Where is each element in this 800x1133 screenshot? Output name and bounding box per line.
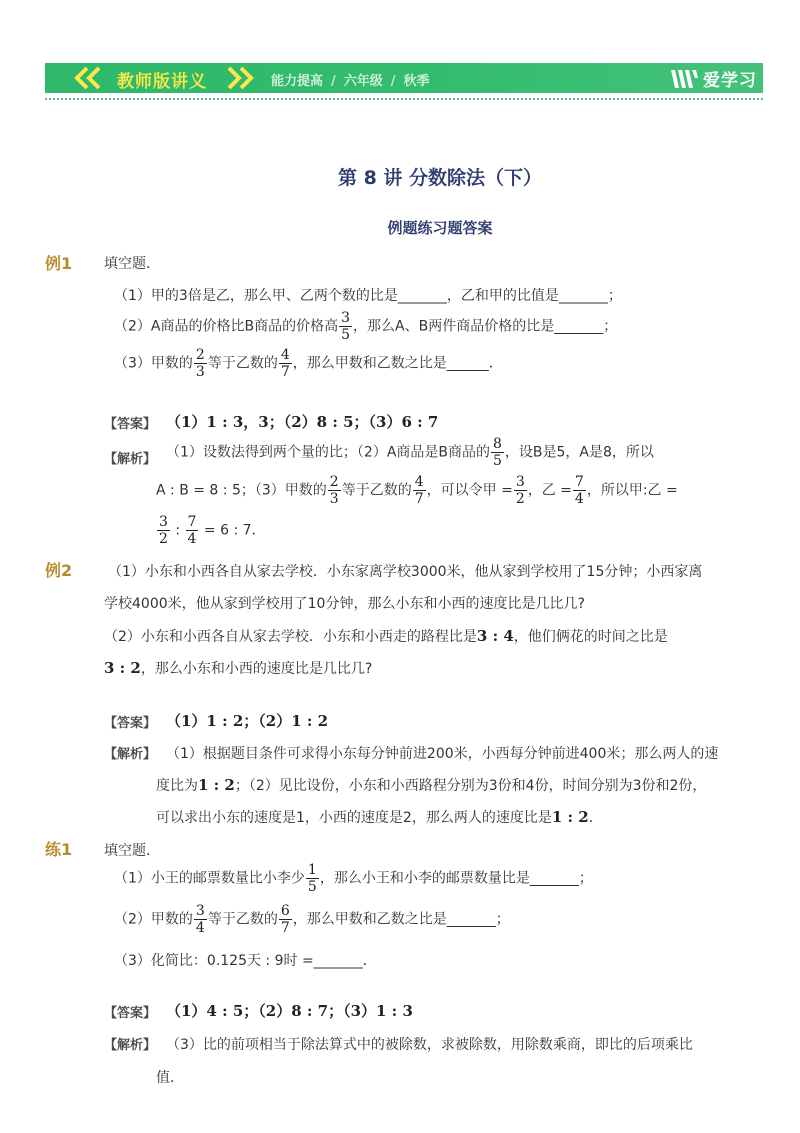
example-1-analysis-line-2 [156, 474, 678, 507]
example-1-analysis-line-3: $\frac{3}{2}$ : $\frac{7}{4}$ = 6 : 7． [159, 514, 266, 547]
numerator: 8 [493, 436, 502, 452]
practice-1-question-2 [114, 903, 510, 936]
denominator: 7 [280, 920, 290, 936]
analysis-text: A : B = 8 : 5；（3）甲数的 [156, 482, 327, 499]
answer-text: （1）1 : 3，3；（2）8 : 5；（3）6 : 7 [166, 413, 439, 431]
question-text: ，那么甲数和乙数之比是_______； [292, 911, 510, 928]
answer-label: 【答案】 [104, 1006, 157, 1021]
question-text: 等于乙数的 [207, 911, 278, 928]
ratio: 3 : 4 [476, 627, 514, 645]
section-title: 例题练习题答案 [387, 219, 493, 237]
question-text: （2）甲数的 [114, 911, 193, 928]
question-text: （2）A商品的价格比B商品的价格高 [114, 318, 339, 335]
ratio: 1 : 2 [551, 808, 589, 826]
fraction [186, 514, 199, 547]
fraction [279, 903, 292, 936]
numerator: 1 [307, 862, 317, 878]
fraction [514, 474, 527, 507]
fraction [573, 474, 586, 507]
answer-label: 【答案】 [104, 417, 157, 432]
question-text: ，那么小王和小李的邮票数量比是_______； [319, 870, 593, 887]
analysis-text: = 6 : 7． [203, 522, 266, 539]
numerator: 6 [280, 903, 290, 919]
analysis-text: ；（2）见比设份，小东和小西路程分别为3份和4份，时间分别为3份和2份， [234, 778, 707, 794]
denominator: 7 [280, 364, 290, 380]
numerator: 3 [159, 514, 168, 530]
practice-1-question-1 [114, 862, 593, 895]
denominator: 3 [195, 364, 205, 380]
numerator: 3 [341, 310, 351, 326]
numerator: 3 [195, 903, 205, 919]
crumb-separator: / [331, 74, 336, 89]
numerator: 7 [187, 514, 197, 530]
answer-text: （1）4 : 5；（2）8 : 7；（3）1 : 3 [166, 1002, 413, 1020]
denominator: 5 [493, 453, 502, 469]
practice-1-intro: 填空题． [104, 843, 160, 859]
practice-1-analysis-line-2: 值． [156, 1070, 184, 1086]
denominator: 5 [307, 879, 317, 895]
denominator: 4 [195, 920, 205, 936]
example-2-analysis-line-2 [156, 775, 706, 795]
example-1-question-3 [114, 347, 503, 380]
example-2-answer [166, 710, 328, 731]
analysis-text: （1）设数法得到两个量的比；（2）A商品是B商品的 [166, 444, 490, 461]
brand-logo-icon [669, 66, 699, 90]
example-1-intro: 填空题． [104, 256, 160, 272]
question-text: 等于乙数的 [207, 355, 278, 372]
brand-logo [669, 65, 757, 91]
answer-text: （1）1 : 2；（2）1 : 2 [166, 712, 329, 730]
question-text: ，那么小东和小西的速度比是几比几? [140, 661, 373, 677]
analysis-text: ，所以甲:乙 = [586, 482, 678, 499]
analysis-label: 【解析】 [104, 747, 157, 762]
denominator: 4 [187, 531, 197, 547]
numerator: 2 [195, 347, 205, 363]
denominator: 7 [414, 491, 424, 507]
example-2-paragraph-2: 学校4000米，他从家到学校用了10分钟，那么小东和小西的速度比是几比几? [104, 596, 585, 612]
practice-1-analysis-line-1: （3）比的前项相当于除法算式中的被除数，求被除数，用除数乘商，即比的后项乘比 [166, 1037, 693, 1053]
ratio: 1 : 2 [198, 776, 235, 794]
analysis-text: ，乙 = [527, 482, 572, 499]
answer-label: 【答案】 [104, 716, 157, 731]
breadcrumb [271, 70, 430, 89]
question-text: （2）小东和小西各自从家去学校．小东和小西走的路程比是 [104, 629, 477, 645]
crumb-separator: / [390, 74, 396, 89]
analysis-text: 等于乙数的 [341, 482, 412, 499]
double-chevron-right-icon [225, 66, 255, 90]
analysis-text: ，可以令甲 = [426, 482, 513, 499]
analysis-label: 【解析】 [104, 1038, 157, 1053]
fraction [491, 436, 504, 469]
example-2-analysis-line-1: （1）根据题目条件可求得小东每分钟前进200米，小西每分钟前进400米；那么两人的速 [166, 746, 719, 762]
numerator: 7 [574, 474, 584, 490]
crumb-level: 能力提高 [271, 74, 324, 89]
example-1-question-1: （1）甲的3倍是乙，那么甲、乙两个数的比是_______，乙和甲的比值是_______； [114, 288, 622, 304]
practice-1-answer [166, 1000, 413, 1021]
ratio: 3 : 2 [104, 659, 141, 677]
header-title: 教师版讲义 [117, 72, 207, 92]
example-2-paragraph-3 [104, 626, 668, 646]
brand-name: 爱学习 [703, 70, 757, 91]
fraction [306, 862, 319, 895]
fraction [413, 474, 426, 507]
analysis-text: 度比为 [156, 778, 198, 794]
denominator: 3 [329, 491, 339, 507]
example-2-paragraph-1: （1）小东和小西各自从家去学校．小东家离学校3000米，他从家到学校用了15分钟；小西家离 [108, 564, 703, 580]
example-2-analysis-line-3 [156, 807, 603, 827]
denominator: 4 [574, 491, 584, 507]
header-banner [45, 63, 763, 93]
fraction [194, 903, 207, 936]
example-1-answer [166, 411, 438, 432]
question-text: ，那么甲数和乙数之比是______． [292, 355, 503, 372]
question-text: （3）甲数的 [114, 355, 193, 372]
numerator: 3 [515, 474, 525, 490]
practice-1-tag: 练1 [45, 840, 73, 859]
numerator: 2 [329, 474, 339, 490]
example-1-tag: 例1 [45, 254, 73, 273]
analysis-text: ，设B是5，A是8，所以 [504, 444, 654, 461]
lecture-title: 第 8 讲 分数除法（下） [337, 167, 543, 189]
denominator: 2 [515, 491, 525, 507]
analysis-text: 可以求出小东的速度是1，小西的速度是2，那么两人的速度比是 [156, 810, 552, 826]
header-divider [45, 98, 763, 100]
double-chevron-left-icon [73, 66, 103, 90]
question-text: （1）小王的邮票数量比小李少 [114, 870, 305, 887]
fraction [279, 347, 292, 380]
crumb-grade: 六年级 [343, 74, 383, 89]
denominator: 2 [159, 531, 168, 547]
fraction [339, 310, 352, 343]
example-2-tag: 例2 [45, 561, 73, 580]
analysis-text: ． [588, 810, 603, 826]
numerator: 4 [414, 474, 424, 490]
fraction [194, 347, 207, 380]
practice-1-question-3: （3）化简比：0.125天 : 9时 =_______． [114, 953, 377, 969]
fraction [328, 474, 341, 507]
fraction [157, 514, 170, 547]
numerator: 4 [280, 347, 290, 363]
example-1-analysis-line-1 [166, 436, 654, 469]
denominator: 5 [341, 327, 351, 343]
crumb-season: 秋季 [403, 74, 430, 89]
analysis-label: 【解析】 [104, 452, 157, 467]
example-1-question-2 [114, 310, 617, 343]
example-2-paragraph-4 [104, 658, 372, 678]
question-text: ，他们俩花的时间之比是 [513, 629, 668, 645]
question-text: ，那么A、B两件商品价格的比是_______； [353, 318, 618, 335]
